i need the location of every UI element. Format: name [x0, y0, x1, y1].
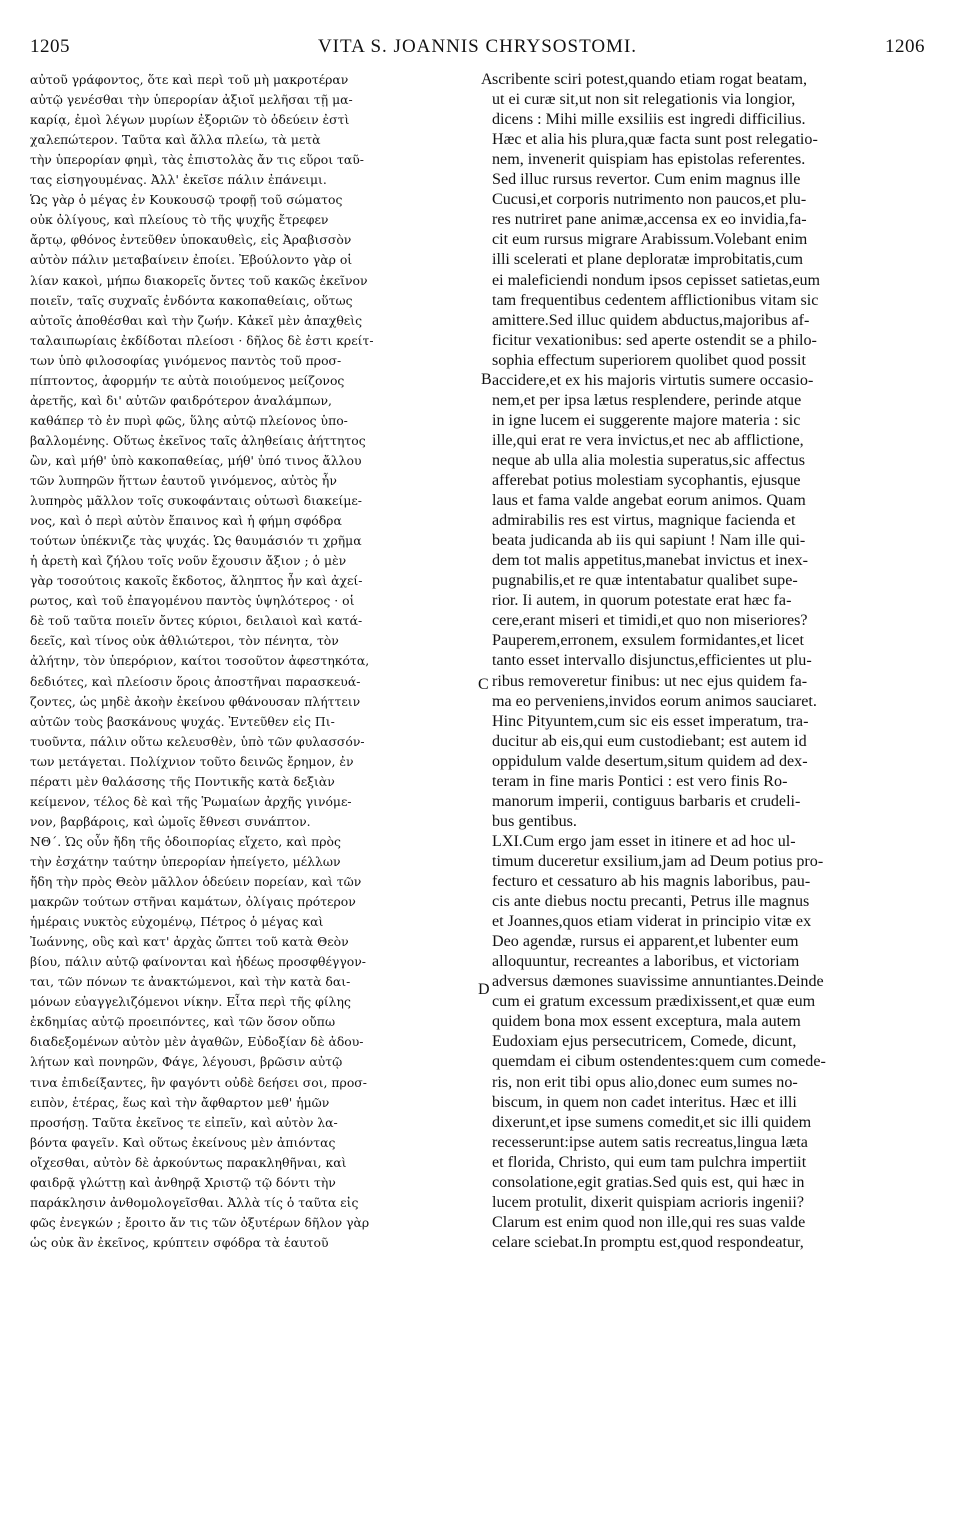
greek-text-line: ται, τῶν πόνων τε ἀνακτώμενοι, καὶ τὴν κατὰ δαι- — [30, 974, 351, 990]
greek-text-line: ἡ ἀρετὴ καὶ ζήλου τοῖς νοῦν ἔχουσιν ἄξιον ; ὁ μὲν — [30, 553, 347, 569]
greek-text-line: ἀλήτην, τὸν ὑπερόριον, καίτοι τοσοῦτον ἀφεστηκότα, — [30, 653, 370, 669]
greek-text-line: τινα ἐπιδείξαντες, ἣν φαγόντι οὐδὲ δεήσει σοι, προσ- — [30, 1074, 367, 1090]
greek-text-line: λήτων καὶ πονηρῶν, Φάγε, λέγουσι, βρῶσιν αὐτῷ — [30, 1054, 343, 1070]
greek-text-line: καρίᾳ, ἐμοὶ λέγων μυρίων ἐξοριῶν τὸ ὁδεύειν ἐστὶ — [30, 112, 350, 128]
latin-text-line: res nutriret pane animæ,accensa ex eo invidia,fa- — [492, 211, 807, 229]
latin-text-line: afferebat potius molestiam sycophantis, ejusque — [492, 472, 801, 489]
greek-text-line: αὐτοῖς ἀποθέσθαι καὶ τὴν ζωήν. Κἀκεῖ μὲν ἀπαχθεὶς — [30, 312, 363, 328]
greek-text-line: αὐτῷ γενέσθαι τὴν ὑπερορίαν ἀξιοῖ μελῆσαι τῇ μα- — [30, 92, 353, 108]
greek-text-line: βίου, πάλιν αὐτῷ φαίνονται καὶ ἡδέως προσφθέγγον- — [30, 954, 366, 970]
greek-text-line: βόντα φαγεῖν. Καὶ οὕτως ἐκείνους μὲν ἀπιόντας — [30, 1134, 336, 1150]
latin-text-line: dicens : Mihi mille exsiliis est ingredi difficilius. — [492, 111, 806, 129]
latin-text-line: ribus removeretur finibus: ut nec ejus quidem fa- — [492, 672, 808, 690]
latin-text-line: illi scelerati et plane deploratæ improbitatis,cum — [492, 251, 804, 269]
latin-text-line: Hæc et alia his plura,quæ facta sunt post relegatio- — [492, 131, 818, 149]
latin-text-line: ei maleficiendi nondum ipsos cepisset satietas,eum — [492, 271, 821, 289]
greek-text-line: ἐκδημίας αὐτῷ προειπόντες, καὶ τῶν ὅσον οὔπω — [30, 1014, 336, 1030]
greek-text-line: ὢν, καὶ μήθ' ὑπὸ κακοπαθείας, μήθ' ὑπό τινος ἄλλου — [30, 452, 362, 468]
latin-text-line: quidem bona mox essent exceptura, mala autem — [492, 1013, 801, 1031]
greek-text-line: παράκλησιν ἀνθομολογεῖσθαι. Ἀλλὰ τίς ὁ ταῦτα εἰς — [30, 1194, 359, 1210]
latin-text-line: Cucusi,et corporis nutrimento non paucos,et plu- — [492, 191, 807, 209]
running-title: VITA S. JOANNIS CHRYSOSTOMI. — [317, 36, 638, 57]
greek-text-line: ἀρετῆς, καὶ δι' αὐτῶν φαιδρότερον ἀναλάμπων, — [30, 392, 332, 408]
latin-text-line: nem, invenerit quispiam has epistolas referentes. — [492, 151, 806, 169]
greek-text-line: Ἰωάννης, οὓς καὶ κατ' ἀρχὰς ὤπτει τοῦ κατὰ Θεὸν — [30, 934, 349, 950]
latin-text-line: admirabilis res est virtus, magnique facienda et — [492, 512, 796, 530]
latin-text-line: celare sciebat.In promptu est,quod respondeatur, — [492, 1233, 804, 1251]
greek-text-line: ρωτος, καὶ τοῦ ἐπαγομένου παντὸς ὑψηλότερος · οἱ — [30, 593, 355, 609]
greek-text-line: χαλεπώτερον. Ταῦτα καὶ ἄλλα πλείω, τὰ μετὰ — [30, 132, 321, 148]
latin-text-line: pugnabilis,et re quæ intentabatur qualibet supe- — [492, 572, 798, 590]
greek-text-line: τὴν ὑπερορίαν φημὶ, τὰς ἐπιστολὰς ἄν τις εὕροι ταῦ- — [30, 152, 364, 168]
latin-text-line: neque ab ulla alia molestia superatus,sic affectus — [492, 451, 805, 469]
latin-text-line: Clarum est enim quod non ille,qui res suas valde — [492, 1213, 806, 1231]
latin-text-line: tanto esset intervallo disjunctus,efficientes ut plu- — [492, 652, 812, 670]
greek-text-line: πίπτοντος, ἀφορμήν τε αὐτὰ ποιούμενος μείζονος — [30, 372, 345, 388]
greek-text-line: βαλλομένης. Οὕτως ἐκεῖνος ταῖς ἀληθείαις ἀήττητος — [30, 432, 366, 448]
greek-text-line: ποιεῖν, ταῖς συχναῖς ἐνδόντα κακοπαθείαις, οὕτως — [30, 292, 353, 308]
latin-text-line: biscum, in quem non cadet interitus. Hæc et illi — [492, 1093, 797, 1111]
latin-text-line: sophia effectum superiorem quolibet quod possit — [492, 351, 806, 369]
greek-text-line: νον, βαρβάροις, καὶ ὠμοῖς ἔθνεσι συνάπτον. — [30, 813, 311, 829]
latin-text-line: Eudoxiam ejus persecutricem, Comede, dicunt, — [492, 1033, 797, 1051]
greek-text-line: ὡς οὐκ ἂν ἐκεῖνος, κρύπτειν σφόδρα τὰ ἑαυτοῦ — [30, 1234, 329, 1250]
latin-text-line: dixerunt,et ipse sumens comedit,et sic illi quidem — [492, 1113, 812, 1131]
greek-text-line: τυοῦντα, πάλιν οὕτω κελευσθὲν, ὑπὸ τῶν φυλασσόν- — [30, 733, 365, 749]
margin-marker-c: C — [478, 676, 489, 693]
latin-text-line: dem tot malis appetitus,manebat invictus et inex- — [492, 552, 808, 570]
greek-text-line: καθάπερ τὸ ἐν πυρὶ φῶς, ὕλης αὐτῷ πλείονος ὑπο- — [30, 412, 348, 428]
greek-text-line: διαδεξομένων αὐτὸν μὲν ἀγαθῶν, Εὐδοξίαν δὲ ἀδου- — [30, 1034, 364, 1050]
greek-text-line: των ὑπὸ φιλοσοφίας γινόμενος παντὸς τοῦ προσ- — [30, 352, 342, 368]
margin-marker-b: B — [481, 371, 492, 388]
latin-text-line: Sed illuc rursus revertor. Cum enim magnus ille — [492, 171, 801, 189]
latin-text-line: cit eum rursus migrare Arabissum.Volebant enim — [492, 231, 808, 249]
latin-text-line: ficitur vexationibus: sed aperte ostendit se a philo- — [492, 331, 817, 349]
latin-text-line: fecturo et cessaturo ab his magnis laboribus, pau- — [492, 873, 811, 890]
latin-text-line: ille,qui erat re vera invictus,et nec ab afflictione, — [492, 431, 804, 449]
greek-text-line: ταλαιπωρίαις ἐκδίδοται πλείοσι · δῆλος δὲ ἐστι κρείτ- — [30, 332, 374, 348]
latin-text-line: recesserunt:ipse autem satis recreatus,lingua læta — [492, 1133, 808, 1151]
latin-text-line: ma eo perveniens,invidos eorum animos sauciaret. — [492, 692, 817, 710]
greek-text-line: Ὡς γὰρ ὁ μέγας ἐν Κουκουσῷ τροφῇ τοῦ σώματος — [30, 192, 343, 208]
greek-text-line: προσήσῃ. Ταῦτα ἐκεῖνος τε εἰπεῖν, καὶ αὐτὸν λα- — [30, 1114, 338, 1130]
greek-text-line: πέρατι μὲν θαλάσσης τῆς Ποντικῆς κατὰ δεξιὰν — [30, 773, 335, 789]
margin-marker-a: A — [481, 71, 493, 88]
latin-text-line: amittere.Sed illuc quidem abductus,majoribus af- — [492, 311, 810, 329]
greek-text-line: αὐτὸν πάλιν μεταβαίνειν ἐποίει. Ἐβούλοντο γὰρ οἱ — [30, 252, 353, 268]
latin-text-line: Pauperem,erronem, exsulem formidantes,et licet — [492, 632, 804, 650]
greek-text-line: τας εἰσηγουμένας. Ἀλλ' ἐκεῖσε πάλιν ἐπάνειμι. — [30, 172, 327, 188]
greek-text-line: ειπὸν, ἑτέρας, ἕως καὶ τὴν ἄφθαρτον μεθ' ἡμῶν — [30, 1094, 330, 1110]
latin-text-line: quemdam ei cibum ostendentes:quem cum comede- — [492, 1053, 826, 1071]
latin-text-line: beata judicanda ab iis qui sapiunt ! Nam ille qui- — [492, 532, 806, 550]
latin-text-line: ris, non erit tibi opus alio,donec eum sumes no- — [492, 1073, 798, 1091]
latin-text-line: teram in fine maris Pontici : est vero finis Ro- — [492, 772, 788, 790]
latin-text-line: ducitur ab eis,qui eum custodiebant; est autem id — [492, 732, 807, 750]
greek-text-line: ἡμέραις νυκτὸς εὐχομένῳ, Πέτρος ὁ μέγας καὶ — [30, 914, 324, 930]
latin-text-line: et florida, Christo, qui eum tam pulchra impertiit — [492, 1153, 807, 1171]
latin-text-line: rior. Ii autem, in quorum potestate erat hæc fa- — [492, 592, 792, 610]
latin-text-line: cis ante diebus noctu precanti, Petrus ille magnus — [492, 893, 810, 911]
latin-text-line: bus gentibus. — [492, 812, 577, 830]
greek-text-line: αὐτῶν τοὺς βασκάνους ψυχάς. Ἐντεῦθεν εἰς Πι- — [30, 713, 335, 729]
greek-text-line: μόνων εὐαγγελιζόμενοι νίκην. Εἶτα περὶ τῆς φίλης — [30, 994, 351, 1010]
latin-text-line: tam frequentibus cedentem afflictionibus vitam sic — [492, 291, 819, 309]
greek-text-line: τὴν ἐσχάτην ταύτην ὑπερορίαν ἠπείγετο, μέλλων — [30, 853, 341, 869]
latin-text-line: oppidulum valde desertum,situm quidem ad dex- — [492, 752, 808, 770]
greek-text-line: λυπηρὸς μᾶλλον τοῖς συκοφάνταις οὑτωσὶ διακείμε- — [30, 493, 362, 509]
greek-text-line: οἴχεσθαι, αὐτὸν δὲ ἀρκούντως παρακληθῆναι, καὶ — [30, 1154, 347, 1170]
greek-text-line: ΝΘ΄. Ὡς οὖν ἤδη τῆς ὁδοιπορίας εἴχετο, καὶ πρὸς — [30, 833, 341, 849]
greek-text-line: φαιδρᾷ γλώττῃ καὶ ἀνθηρᾷ Χριστῷ τῷ δόντι τὴν — [30, 1174, 336, 1190]
greek-text-line: φῶς ἐνεγκών ; ἔροιτο ἄν τις τῶν ὀξυτέρων δῆλον γὰρ — [30, 1214, 370, 1230]
latin-text-line: timum duceretur exsilium,jam ad Deum potius pro- — [492, 852, 824, 870]
latin-text-line: consolatione,egit gratias.Sed quis est, qui hæc in — [492, 1173, 805, 1191]
greek-text-line: νος, καὶ ὁ περὶ αὐτὸν ἔπαινος καὶ ἡ φήμη σφόδρα — [30, 513, 342, 529]
margin-marker-d: D — [478, 981, 490, 998]
greek-text-line: δεεῖς, καὶ τίνος οὐκ ἀθλιώτεροι, τὸν πένητα, τὸν — [30, 633, 339, 649]
latin-text-line: lucem protulit, dixerit quispiam acrioris ingenii? — [492, 1193, 804, 1211]
latin-text-line: in igne lucem ei suggerente majore materia : sic — [492, 411, 801, 429]
latin-text-line: ut ei curæ sit,ut non sit relegationis via longior, — [492, 91, 796, 109]
latin-text-line: laus et fama valde angebat eorum animos. Quam — [492, 492, 806, 510]
greek-text-line: αὐτοῦ γράφοντος, ὅτε καὶ περὶ τοῦ μὴ μακροτέραν — [30, 72, 349, 87]
greek-text-line: ἄρτῳ, φθόνος ἐντεῦθεν ὑποκαυθεὶς, εἰς Ἀραβισσὸν — [30, 232, 352, 248]
latin-text-line: Hinc Pityuntem,cum sic eis esset imperatum, tra- — [492, 712, 809, 730]
latin-text-line: et Joannes,quos etiam viderat in principio vitæ ex — [492, 913, 812, 931]
greek-text-line: τούτων ὑπέκνιζε τὰς ψυχάς. Ὡς θαυμάσιόν τι χρῆμα — [30, 533, 362, 549]
latin-text-line: nem,et per ipsa lætus resplendere, perinde atque — [492, 391, 802, 409]
latin-text-line: alloquuntur, recreantes a laboribus, et victoriam — [492, 953, 800, 971]
greek-text-line: ἤδη τὴν πρὸς Θεὸν μᾶλλον ὁδεύειν πορείαν, καὶ τῶν — [30, 874, 362, 889]
greek-text-line: κείμενον, τέλος δὲ καὶ τῆς Ῥωμαίων ἀρχῆς γινόμε- — [30, 793, 352, 809]
running-header — [30, 36, 925, 62]
latin-text-line: cere,erant miseri et timidi,et quo non miseriores? — [492, 612, 808, 630]
latin-text-line: cum ei gratum excessum prædixissent,et quæ eum — [492, 993, 816, 1011]
greek-text-line: γὰρ τοσούτοις κακοῖς ἔκδοτος, ἄληπτος ἦν καὶ ἀχεί- — [30, 573, 363, 589]
greek-text-line: δεδιότες, καὶ πλείοσιν ὅροις ἀποστῆναι παρασκευά- — [30, 673, 361, 689]
greek-text-line: οὐκ ὀλίγους, καὶ πλείους τὸ τῆς ψυχῆς ἔτρεφεν — [30, 212, 329, 228]
latin-text-line: adversus dæmones suavissime annuntiantes.Deinde — [492, 973, 824, 991]
greek-text-line: τῶν λυπηρῶν ἥττων ἑαυτοῦ γινόμενος, αὐτὸς ἦν — [30, 473, 337, 488]
greek-text-line: λίαν κακοὶ, μήπω διακορεῖς ὄντες τοῦ κακῶς ἐκεῖνον — [30, 272, 368, 288]
latin-text-line: scribente sciri potest,quando etiam rogat beatam, — [492, 71, 808, 88]
latin-text-line: LXI.Cum ergo jam esset in itinere et ad hoc ul- — [492, 832, 796, 850]
latin-text-line: accidere,et ex his majoris virtutis sumere occasio- — [492, 371, 814, 389]
page-number-right: 1206 — [885, 36, 925, 57]
latin-text-line: manorum imperii, contiguus barbaris et crudeli- — [492, 792, 801, 810]
latin-text-line: Deo agendæ, rursus ei apparent,et lubenter eum — [492, 933, 799, 951]
greek-text-line: δὲ τοῦ ταῦτα ποιεῖν ὄντες κύριοι, δειλαιοὶ καὶ κατά- — [30, 613, 363, 629]
greek-text-line: των μετάγεται. Πολίχνιον τοῦτο δεινῶς ἔρημον, ἐν — [30, 753, 354, 769]
page-number-left: 1205 — [30, 36, 70, 57]
greek-text-line: μακρῶν τούτων στῆναι καμάτων, ὀλίγαις πρότερον — [30, 894, 356, 910]
greek-text-line: ζοντες, ὡς μηδὲ ἀκοὴν ἐκείνου φθάνουσαν πλήττειν — [30, 693, 361, 709]
